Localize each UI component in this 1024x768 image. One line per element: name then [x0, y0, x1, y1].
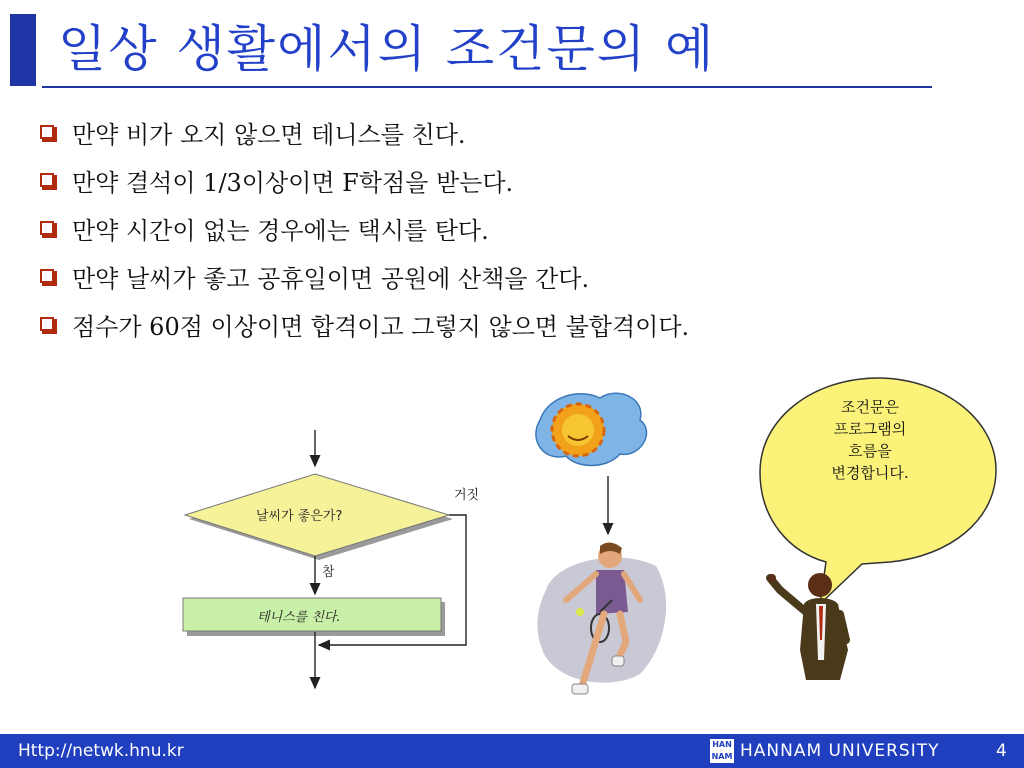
bubble-line: 변경합니다.	[831, 464, 909, 482]
action-label: 테니스를 친다.	[257, 610, 341, 625]
footer-url[interactable]: Http://netwk.hnu.kr	[18, 741, 184, 761]
bubble-text	[795, 396, 945, 484]
footer-bar	[0, 734, 1024, 768]
false-label: 거짓	[454, 488, 480, 503]
sunny-weather-clipart	[536, 393, 647, 534]
tennis-player-clipart	[537, 542, 666, 694]
page-number: 4	[996, 741, 1007, 761]
true-label: 참	[322, 565, 335, 580]
flowchart	[183, 430, 466, 688]
university-logo-icon: HAN NAM	[711, 740, 733, 761]
bullet-text: 만약 결석이 1/3이상이면 F학점을 받는다.	[72, 168, 514, 197]
bubble-line: 흐름을	[848, 442, 892, 460]
condition-label: 날씨가 좋은가?	[256, 509, 343, 524]
bubble-line: 조건문은	[841, 398, 899, 416]
bullet-text: 점수가 60점 이상이면 합격이고 그렇지 않으면 불합격이다.	[72, 312, 690, 341]
bullet-text: 만약 날씨가 좋고 공휴일이면 공원에 산책을 간다.	[72, 264, 590, 293]
slide-title: 일상 생활에서의 조건문의 예	[58, 20, 716, 78]
bullet-text: 만약 시간이 없는 경우에는 택시를 탄다.	[72, 216, 489, 245]
bubble-line: 프로그램의	[833, 420, 907, 438]
bullet-text: 만약 비가 오지 않으면 테니스를 친다.	[72, 120, 466, 149]
university-name: HANNAM UNIVERSITY	[740, 741, 940, 761]
